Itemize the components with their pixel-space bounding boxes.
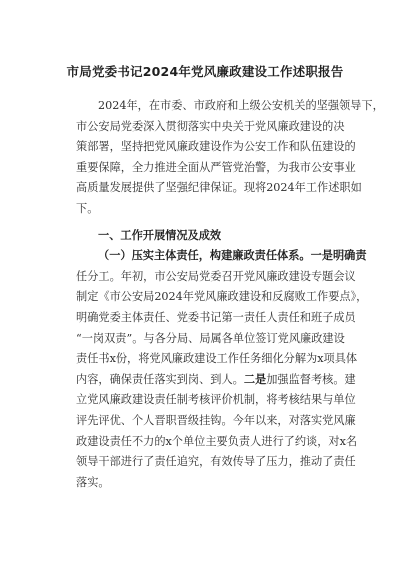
paragraph-line: 领导干部进行了责任追究，有效传导了压力，推动了责任	[76, 455, 356, 469]
paragraph-line: 评先评优、个人晋职晋级挂钩。今年以来，对落实党风廉	[76, 413, 356, 427]
paragraph-line: 立党风廉政建设责任制考核评价机制，将考核结果与单位	[76, 393, 356, 407]
paragraph-line: 落实。	[76, 475, 110, 489]
document-title: 市局党委书记2024年党风廉政建设工作述职报告	[66, 64, 344, 79]
line-text: 内容，确保责任落实到岗、到人。	[76, 372, 244, 386]
paragraph-line: 2024年，在市委、市政府和上级公安机关的坚强领导下，	[98, 99, 384, 112]
paragraph-line: 制定《市公安局2024年党风廉政建设和反腐败工作要点》，	[76, 290, 368, 304]
paragraph-line: 高质量发展提供了坚强纪律保证。现将2024年工作述职如	[76, 181, 362, 195]
paragraph-line: 重要保障，全力推进全面从严管党治警，为我市公安事业	[76, 160, 356, 174]
paragraph-line: “一岗双责”。与各分局、局属各单位签订党风廉政建设	[76, 331, 345, 345]
section-heading: 一、工作开展情况及成效	[98, 228, 222, 242]
point-marker: 二是	[243, 372, 267, 386]
paragraph-line: 策部署，坚持把党风廉政建设作为公安工作和队伍建设的	[76, 140, 356, 154]
paragraph-line: 下。	[76, 201, 99, 215]
paragraph-line: 任分工。年初，市公安局党委召开党风廉政建设专题会议	[76, 269, 356, 283]
subsection-first-line	[76, 246, 367, 267]
paragraph-line	[76, 370, 356, 391]
paragraph-line: 明确党委主体责任、党委书记第一责任人责任和班子成员	[76, 310, 356, 324]
paragraph-line: 市公安局党委深入贯彻落实中央关于党风廉政建设的决	[76, 119, 345, 133]
paragraph-line: 责任书x份，将党风廉政建设工作任务细化分解为x项具体	[76, 352, 358, 366]
paragraph-line: 政建设责任不力的x个单位主要负责人进行了约谈，对x名	[76, 434, 358, 448]
point-marker: 一是明确责	[310, 249, 367, 263]
line-text: 加强监督考核。建	[266, 372, 356, 386]
subsection-heading: （一）压实主体责任，构建廉政责任体系。	[98, 249, 311, 263]
document-body	[76, 96, 384, 493]
